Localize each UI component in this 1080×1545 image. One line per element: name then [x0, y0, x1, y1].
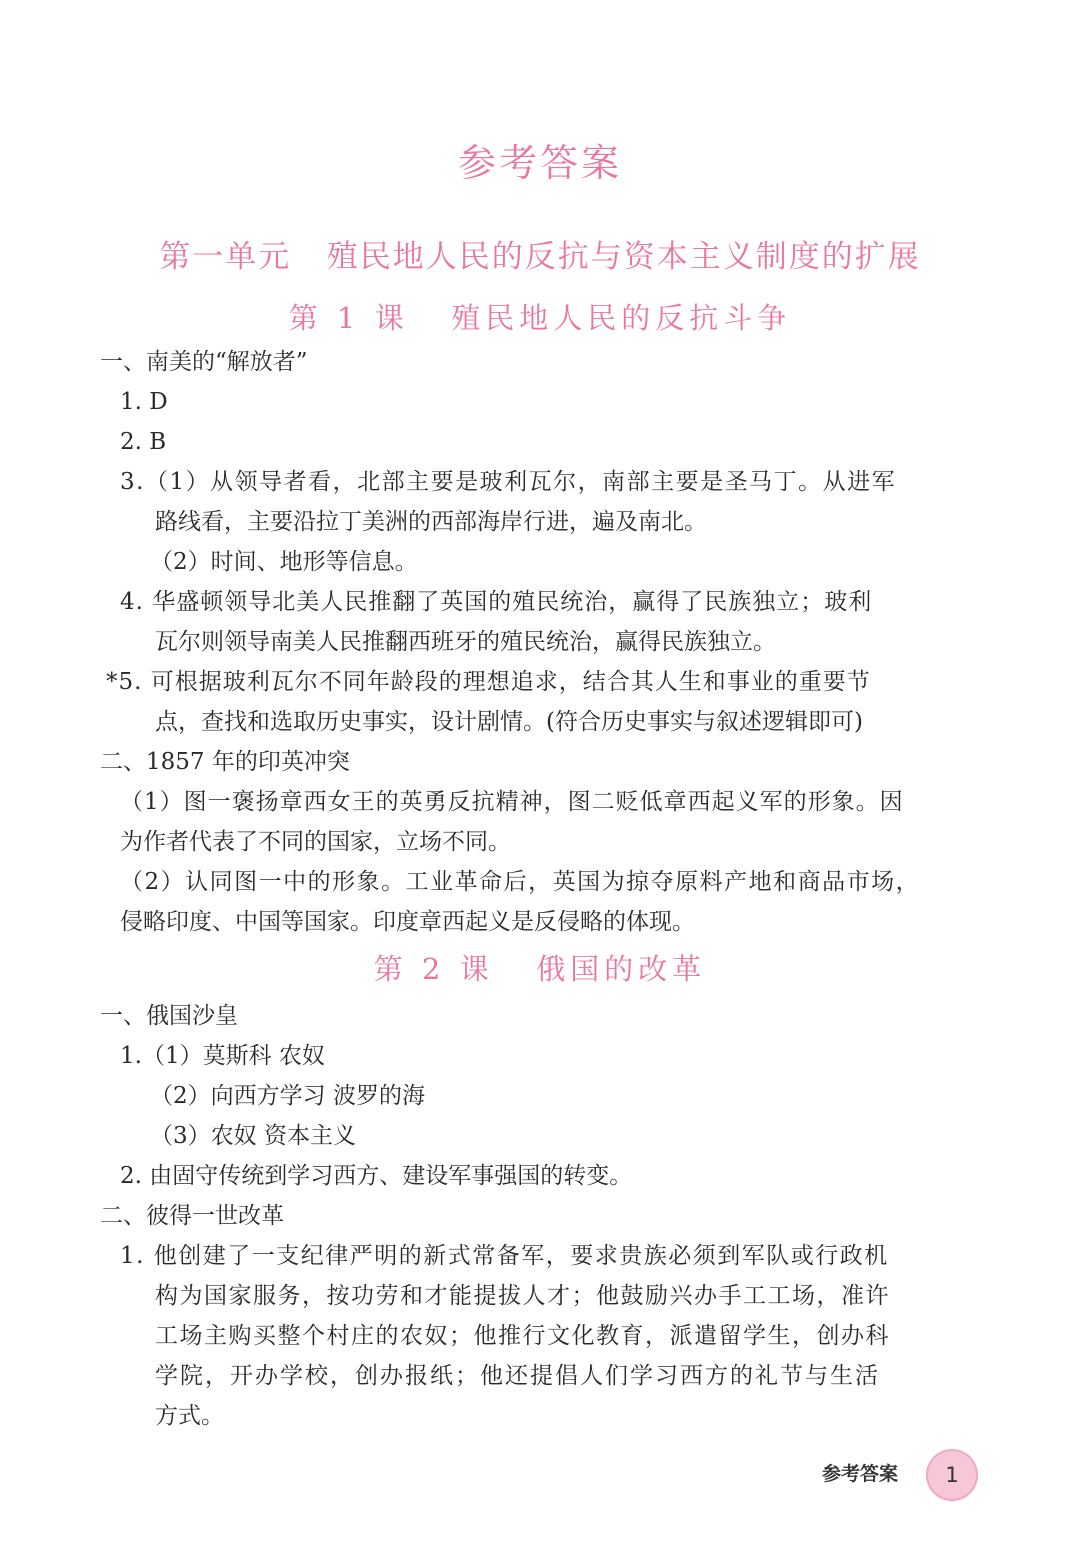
answer-line: 1.（1）莫斯科 农奴 — [120, 1043, 325, 1069]
answer-line: 方式。 — [155, 1403, 224, 1429]
section-heading: 二、彼得一世改革 — [100, 1203, 284, 1229]
answer-line: 4. 华盛顿领导北美人民推翻了英国的殖民统治，赢得了民族独立；玻利 — [120, 589, 873, 615]
page-number-badge: 1 — [926, 1449, 978, 1501]
answer-line: 瓦尔则领导南美人民推翻西班牙的殖民统治，赢得民族独立。 — [155, 629, 776, 655]
section-heading: 二、1857 年的印英冲突 — [100, 749, 350, 775]
answer-line: 3.（1）从领导者看，北部主要是玻利瓦尔，南部主要是圣马丁。从进军 — [120, 469, 897, 495]
answer-line: （3）农奴 资本主义 — [150, 1123, 356, 1149]
unit-title: 第一单元 殖民地人民的反抗与资本主义制度的扩展 — [159, 239, 921, 275]
answer-line: *5. 可根据玻利瓦尔不同年龄段的理想追求，结合其人生和事业的重要节 — [106, 669, 871, 695]
page-title: 参考答案 — [457, 141, 622, 185]
answer-line: （1）图一褒扬章西女王的英勇反抗精神，图二贬低章西起义军的形象。因 — [120, 789, 904, 815]
answer-line: 2. B — [120, 429, 167, 455]
answer-line: （2）认同图一中的形象。工业革命后，英国为掠夺原料产地和商品市场， — [120, 869, 921, 895]
section-heading: 一、俄国沙皇 — [100, 1003, 238, 1029]
answer-line: （2）向西方学习 波罗的海 — [150, 1083, 425, 1109]
lesson-title: 第 1 课 殖民地人民的反抗斗争 — [288, 301, 792, 335]
answer-line: 工场主购买整个村庄的农奴；他推行文化教育，派遣留学生，创办科 — [155, 1323, 890, 1349]
answer-line: 点，查找和选取历史事实，设计剧情。(符合历史事实与叙述逻辑即可) — [155, 709, 863, 735]
answer-line: 为作者代表了不同的国家，立场不同。 — [120, 829, 511, 855]
answer-line: （2）时间、地形等信息。 — [150, 549, 418, 575]
answer-line: 1. D — [120, 389, 168, 415]
answer-line: 1. 他创建了一支纪律严明的新式常备军，要求贵族必须到军队或行政机 — [120, 1243, 889, 1269]
answer-line: 构为国家服务，按功劳和才能提拔人才；他鼓励兴办手工工场，准许 — [155, 1283, 890, 1309]
lesson-title: 第 2 课 俄国的改革 — [373, 952, 707, 986]
answer-line: 路线看，主要沿拉丁美洲的西部海岸行进，遍及南北。 — [155, 509, 707, 535]
section-heading: 一、南美的“解放者” — [100, 349, 308, 375]
footer-label: 参考答案 — [822, 1463, 899, 1485]
answer-line: 侵略印度、中国等国家。印度章西起义是反侵略的体现。 — [120, 909, 695, 935]
answer-line: 2. 由固守传统到学习西方、建设军事强国的转变。 — [120, 1163, 633, 1189]
answer-line: 学院，开办学校，创办报纸；他还提倡人们学习西方的礼节与生活 — [155, 1363, 880, 1389]
